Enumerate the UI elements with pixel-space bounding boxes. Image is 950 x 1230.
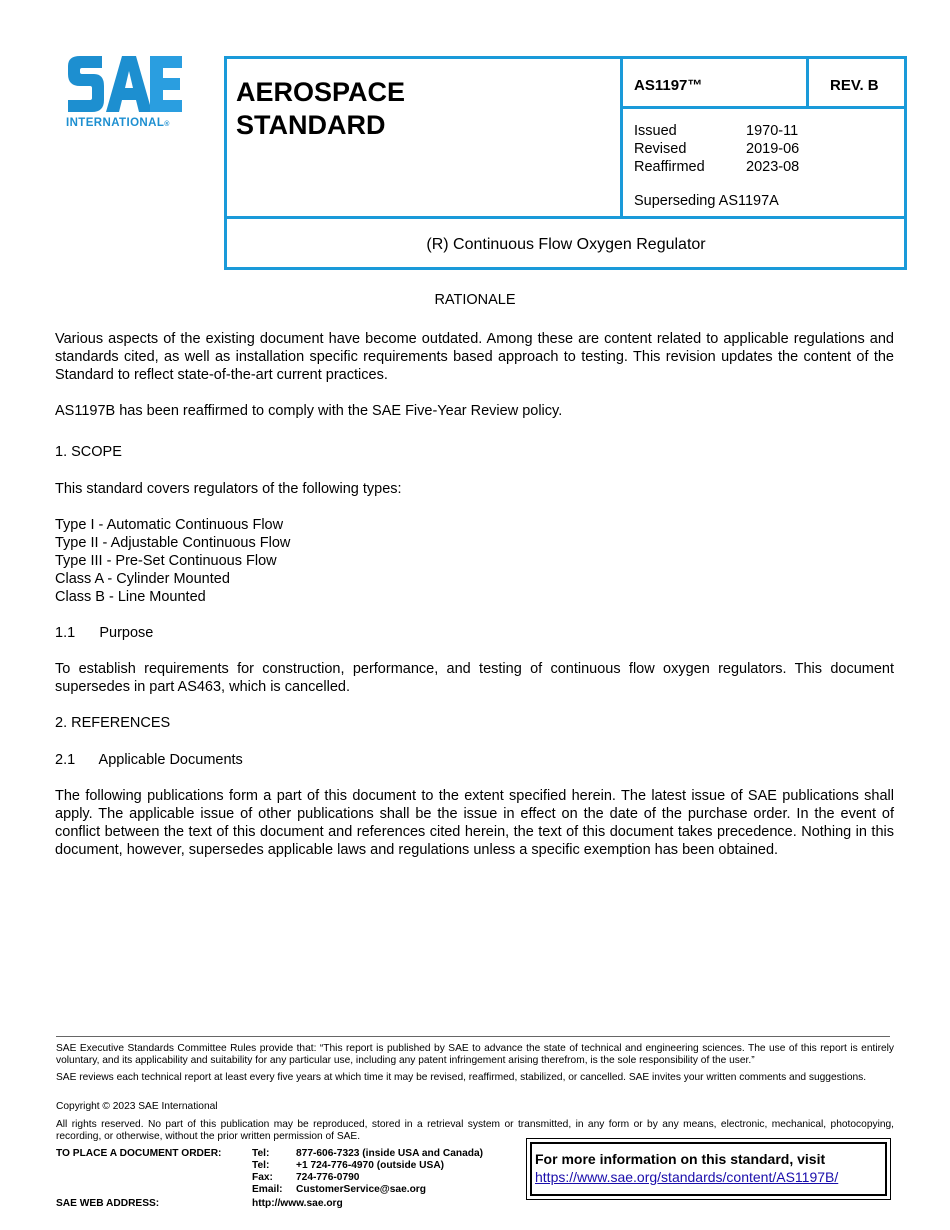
footer-review-text: SAE reviews each technical report at least every five years at which time it may be revised, reaffirmed, stabilized, or cancelled. SAE invites your written comments and suggestions. bbox=[56, 1072, 867, 1083]
document-type-line: STANDARD bbox=[236, 110, 386, 140]
contact-email[interactable]: CustomerService@sae.org bbox=[296, 1184, 426, 1195]
contact-label: Tel: bbox=[252, 1160, 270, 1171]
date-value: 2023-08 bbox=[746, 159, 800, 175]
section-heading-purpose: 1.1 Purpose bbox=[55, 625, 154, 641]
logo-wordmark: INTERNATIONAL® bbox=[66, 117, 170, 129]
type-list-item: Type III - Pre-Set Continuous Flow bbox=[55, 553, 277, 569]
header-divider bbox=[224, 216, 907, 219]
type-list-item: Class A - Cylinder Mounted bbox=[55, 571, 230, 587]
header-divider bbox=[620, 56, 623, 218]
contact-value: 877-606-7323 (inside USA and Canada) bbox=[296, 1148, 484, 1159]
rationale-heading: RATIONALE bbox=[434, 292, 516, 308]
contact-label: Fax: bbox=[252, 1172, 273, 1183]
type-list-item: Type II - Adjustable Continuous Flow bbox=[55, 535, 291, 551]
date-label: Revised bbox=[634, 141, 687, 157]
contact-value: +1 724-776-4970 (outside USA) bbox=[296, 1160, 445, 1171]
web-address-link[interactable]: http://www.sae.org bbox=[252, 1198, 343, 1209]
date-value: 2019-06 bbox=[746, 141, 800, 157]
contact-value: 724-776-0790 bbox=[296, 1172, 360, 1183]
document-type-line: AEROSPACE bbox=[236, 77, 406, 107]
sae-logo bbox=[66, 54, 188, 134]
section-heading-scope: 1. SCOPE bbox=[55, 444, 122, 460]
date-label: Reaffirmed bbox=[634, 159, 705, 175]
order-label: TO PLACE A DOCUMENT ORDER: bbox=[56, 1148, 222, 1159]
standard-url-link[interactable]: https://www.sae.org/standards/content/AS1197B/ bbox=[535, 1169, 839, 1185]
revision-label: REV. B bbox=[830, 77, 879, 94]
date-row bbox=[634, 158, 799, 176]
date-row bbox=[634, 140, 799, 158]
type-list-item: Type I - Automatic Continuous Flow bbox=[55, 517, 284, 533]
section-heading-applicable-documents: 2.1 Applicable Documents bbox=[55, 752, 243, 768]
footer-rules-text: SAE Executive Standards Committee Rules provide that: “This report is published by SAE to advance the state of technical and engineering sciences. The use of this report is entirely voluntary, and its applicability and suitability for any particular use, including any patent infringement arising therefrom, is the sole responsibility of the user.” bbox=[56, 1043, 894, 1066]
date-block bbox=[634, 122, 799, 176]
document-title: (R) Continuous Flow Oxygen Regulator bbox=[426, 236, 706, 253]
footer-copyright: Copyright © 2023 SAE International bbox=[56, 1101, 218, 1112]
contact-row bbox=[252, 1148, 483, 1196]
scope-intro: This standard covers regulators of the following types: bbox=[55, 481, 402, 497]
document-type bbox=[236, 76, 405, 142]
section-heading-references: 2. REFERENCES bbox=[55, 715, 171, 731]
purpose-paragraph: To establish requirements for construction, performance, and testing of continuous flow oxygen regulators. This document supersedes in part AS463, which is cancelled. bbox=[55, 661, 894, 695]
date-label: Issued bbox=[634, 123, 677, 139]
rationale-paragraph: Various aspects of the existing document have become outdated. Among these are content related to applicable regulations and standards cited, as well as installation specific requirements based approach to testing. This revision updates the content of the Standard to reflect state-of-the-art current practices. bbox=[55, 331, 894, 383]
contact-label: Tel: bbox=[252, 1148, 270, 1159]
type-list-item: Class B - Line Mounted bbox=[55, 589, 206, 605]
info-box-title: For more information on this standard, visit bbox=[535, 1151, 826, 1167]
footer-rights-text: All rights reserved. No part of this publication may be reproduced, stored in a retrieval system or transmitted, in any form or by any means, electronic, mechanical, photocopying, recording, or otherwise, without the prior written permission of SAE. bbox=[56, 1119, 894, 1142]
web-address-label: SAE WEB ADDRESS: bbox=[56, 1198, 160, 1209]
contact-label: Email: bbox=[252, 1184, 283, 1195]
header-divider bbox=[806, 56, 809, 108]
header-divider bbox=[620, 106, 907, 109]
sae-logo-mark-icon bbox=[66, 54, 184, 114]
reaffirmation-note: AS1197B has been reaffirmed to comply with the SAE Five-Year Review policy. bbox=[55, 403, 563, 419]
superseding-note: Superseding AS1197A bbox=[634, 193, 779, 209]
document-id: AS1197™ bbox=[634, 77, 703, 94]
footer-divider bbox=[56, 1036, 890, 1037]
date-row bbox=[634, 122, 799, 140]
applicable-documents-paragraph: The following publications form a part of this document to the extent specified herein. The latest issue of SAE publications shall apply. The applicable issue of other publications shall be the issue in effect on the date of the purchase order. In the event of conflict between the text of this document and references cited herein, the text of this document takes precedence. Nothing in this document, however, supersedes applicable laws and regulations unless a specific exemption has been obtained. bbox=[55, 788, 894, 858]
date-value: 1970-11 bbox=[746, 123, 799, 139]
